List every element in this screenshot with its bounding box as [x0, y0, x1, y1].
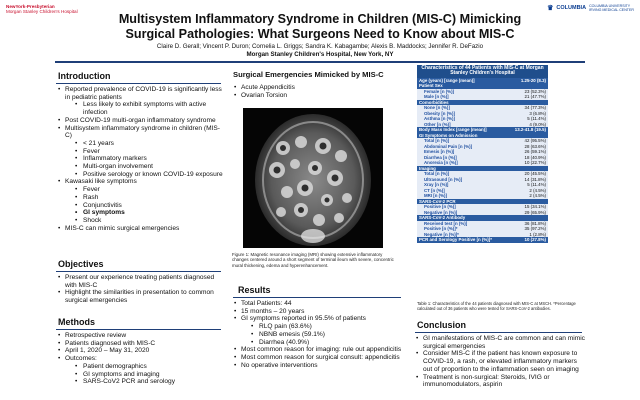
list-item: • Retrospective review: [57, 332, 225, 340]
list-item: • Highlight the similarities in presentation to common surgical emergencies: [57, 289, 225, 304]
table-row-value: 2 (4.5%): [507, 193, 548, 199]
table-row-label: GI Symptoms on Admission: [417, 133, 507, 139]
title-line-2: Surgical Pathologies: What Surgeons Need to Know about MIS-C: [125, 26, 515, 41]
table-row-label: Body Mass Index [range (mean)]: [417, 127, 507, 133]
table-row-value: 1 (2.8%): [507, 232, 548, 238]
sub-list-item: • Rash: [57, 194, 225, 202]
table-title-row: [417, 65, 548, 78]
columbia-logo-name: COLUMBIA: [556, 5, 587, 11]
mri-image: [243, 108, 383, 248]
list-item: • Most common reason for surgical consult: appendicitis: [233, 354, 405, 362]
list-item: • Post COVID-19 multi-organ inflammatory syndrome: [57, 117, 225, 125]
table-row-label: Emesis [n (%)]: [417, 149, 507, 155]
objectives-rule: [56, 271, 221, 272]
table-row-value: 42 (95.5%): [507, 138, 548, 144]
list-item: • Patients diagnosed with MIS-C: [57, 340, 225, 348]
results-list: [233, 300, 405, 369]
list-item: • Total Patients: 44: [233, 300, 405, 308]
table-row-value: 28 (63.6%): [507, 144, 548, 150]
table-row-value: 26 (59.1%): [507, 149, 548, 155]
table-row-label: Negative [n (%)]*: [417, 232, 507, 238]
table-row-label: None [n (%)]: [417, 105, 507, 111]
table-row-label: Patient Sex: [417, 83, 507, 89]
table-row: [417, 127, 548, 133]
table-row-value: 23 (52.3%): [507, 89, 548, 95]
table-row-label: Female [n (%)]: [417, 89, 507, 95]
table-row-label: Imaging: [417, 166, 507, 172]
table-row-value: 2 (4.5%): [507, 188, 548, 194]
introduction-rule: [56, 83, 221, 84]
list-item: • April 1, 2020 – May 31, 2020: [57, 347, 225, 355]
sub-list-item: • Positive serology or known COVID-19 exposure: [57, 171, 225, 179]
table-row-label: CT [n (%)]: [417, 188, 507, 194]
table-row-label: Male [n (%)]: [417, 94, 507, 100]
table-row-label: MRI [n (%)]: [417, 193, 507, 199]
sub-list-item: • Fever: [57, 186, 225, 194]
list-item: • Consider MIS-C if the patient has known exposure to COVID-19, a rash, or elevated inflammatory markers out of proportion to the inflammation seen on imaging: [415, 350, 585, 373]
conclusion-rule: [415, 332, 582, 333]
introduction-list: [57, 86, 225, 232]
table-row-label: SARS-CoV-2 PCR: [417, 199, 507, 205]
table-row-label: Asthma [n (%)]: [417, 116, 507, 122]
list-item: • No operative interventions: [233, 362, 405, 370]
columbia-logo-sub: [589, 4, 634, 12]
table-row-label: Abdominal Pain [n (%)]: [417, 144, 507, 150]
columbia-logo-sub2: IRVING MEDICAL CENTER: [589, 8, 634, 12]
list-item: • Ovarian Torsion: [233, 92, 403, 100]
list-item: • Multisystem inflammatory syndrome in children (MIS-C): [57, 125, 225, 140]
sub-list-item: • SARS-CoV2 PCR and serology: [57, 378, 225, 386]
objectives-list: [57, 274, 225, 305]
mri-scan-drawing: [243, 108, 383, 248]
affiliation: Morgan Stanley Children's Hospital, New York, NY: [246, 51, 394, 58]
table-title: Characteristics of 44 Patients with MIS-C at Morgan Stanley Children's Hospital: [417, 65, 548, 78]
table-row-value: 20 (45.5%): [507, 171, 548, 177]
introduction-heading: Introduction: [58, 71, 111, 81]
table-row-value: 15 (34.1%): [507, 204, 548, 210]
table-row-value: 14 (31.8%): [507, 177, 548, 183]
table-row-label: SARS-CoV-2 Antibody: [417, 215, 507, 221]
table-row-label: Diarrhea [n (%)]: [417, 155, 507, 161]
list-item: • Treatment is non-surgical: Steroids, IVIG or immunomodulators, aspirin: [415, 374, 585, 389]
sub-list-item: • GI symptoms: [57, 209, 225, 217]
table-note: Table 1: Characteristics of the 44 patients diagnosed with MIS-C at MSCH. *Percentage calculated out of 36 patients who were tested for SARS-CoV-2 antibodies.: [417, 301, 576, 311]
table-row-label: Ultrasound [n (%)]: [417, 177, 507, 183]
list-item: • Acute Appendicitis: [233, 84, 403, 92]
table-row-value: 10 (22.7%): [507, 160, 548, 166]
table-row-label: Positive [n (%)]*: [417, 226, 507, 232]
table-row-label: Anorexia [n (%)]: [417, 160, 507, 166]
list-item: • Kawasaki like symptoms: [57, 178, 225, 186]
methods-heading: Methods: [58, 317, 95, 327]
sub-list-item: • < 21 years: [57, 140, 225, 148]
table-row-label: Total [n (%)]: [417, 138, 507, 144]
table-row-value: 29 (65.9%): [507, 210, 548, 216]
sub-list-item: • Fever: [57, 148, 225, 156]
list-item: • Reported prevalence of COVID-19 is significantly less in pediatric patients: [57, 86, 225, 101]
list-item: • Outcomes:: [57, 355, 225, 363]
figure-caption: Figure 1: Magnetic resonance imaging (MRI) showing extensive inflammatory changes centered around a short segment of terminal ileum with severe, concentric mural thickening, edema and hyperenhancement.: [232, 252, 394, 268]
nyp-logo-line2: Morgan Stanley Children's Hospital: [6, 9, 78, 15]
sub-list-item: • NBNB emesis (59.1%): [233, 331, 405, 339]
table-row-label: Other [n (%)]: [417, 122, 507, 128]
table-row-label: PCR and Serology Positive [n (%)]*: [417, 237, 507, 243]
table-row: [417, 237, 548, 243]
title-divider: [55, 61, 585, 63]
columbia-logo-sub1: COLUMBIA UNIVERSITY: [589, 4, 631, 8]
sub-list-item: • Multi-organ involvement: [57, 163, 225, 171]
methods-list: [57, 332, 225, 386]
sub-list-item: • Less likely to exhibit symptoms with active infection: [57, 101, 225, 116]
table-row-value: 35 (97.2%): [507, 226, 548, 232]
table-row-value: 36 (81.8%): [507, 221, 548, 227]
surgical-emergencies-heading: Surgical Emergencies Mimicked by MIS-C: [233, 70, 384, 79]
table-row-value: 18 (40.9%): [507, 155, 548, 161]
poster-title: [70, 12, 570, 41]
sub-list-item: • GI symptoms and imaging: [57, 371, 225, 379]
table-row-label: Xray [n (%)]: [417, 182, 507, 188]
sub-list-item: • Inflammatory markers: [57, 155, 225, 163]
table-row-label: Comorbidities: [417, 100, 507, 106]
sub-list-item: • Shock: [57, 217, 225, 225]
table-row-label: Received test [n (%)]: [417, 221, 507, 227]
table-row-value: 1.25-20 (8.3): [507, 78, 548, 84]
list-item: • Most common reason for imaging: rule out appendicitis: [233, 346, 405, 354]
crown-icon: ♛: [547, 5, 554, 12]
sub-list-item: • Diarrhea (40.9%): [233, 339, 405, 347]
table-row-value: 21 (47.7%): [507, 94, 548, 100]
nyp-logo-line1: NewYork-Presbyterian: [6, 4, 55, 9]
conclusion-list: [415, 335, 585, 389]
results-heading: Results: [238, 285, 271, 295]
characteristics-table: [417, 65, 548, 243]
sub-list-item: • RLQ pain (63.6%): [233, 323, 405, 331]
columbia-logo: [547, 4, 634, 12]
table-row-value: 3 (6.8%): [507, 111, 548, 117]
table-row-value: 5 (11.4%): [507, 182, 548, 188]
methods-rule: [56, 329, 221, 330]
table-row-value: 13.2-41.8 (19.5): [507, 127, 548, 133]
table-row-value: 4 (9.0%): [507, 122, 548, 128]
list-item: • Present our experience treating patients diagnosed with MIS-C: [57, 274, 225, 289]
authors: Claire D. Gerall; Vincent P. Duron; Cornelia L. Griggs; Sandra K. Kabagambe; Alexis B. Maddocks; Jennifer R. DeFazio: [156, 43, 484, 50]
list-item: • GI symptoms reported in 95.5% of patients: [233, 315, 405, 323]
table-row-label: Positive [n (%)]: [417, 204, 507, 210]
table-row-label: Total [n (%)]: [417, 171, 507, 177]
table-row-label: Obesity [n (%)]: [417, 111, 507, 117]
list-item: • 15 months – 20 years: [233, 308, 405, 316]
table-row-value: 5 (11.4%): [507, 116, 548, 122]
surgical-emergencies-list: [233, 84, 403, 99]
title-line-1: Multisystem Inflammatory Syndrome in Children (MIS-C) Mimicking: [118, 12, 522, 26]
sub-list-item: • Conjunctivitis: [57, 202, 225, 210]
results-rule: [233, 297, 401, 298]
table-row-value: 10 (27.8%): [507, 237, 548, 243]
table-row-label: Negative [n (%)]: [417, 210, 507, 216]
table-row-label: Age (years) [range (mean)]: [417, 78, 507, 84]
list-item: • GI manifestations of MIS-C are common and can mimic surgical emergencies: [415, 335, 585, 350]
conclusion-heading: Conclusion: [417, 320, 466, 330]
sub-list-item: • Patient demographics: [57, 363, 225, 371]
objectives-heading: Objectives: [58, 259, 104, 269]
list-item: • MIS-C can mimic surgical emergencies: [57, 225, 225, 233]
table-row-value: 34 (77.3%): [507, 105, 548, 111]
